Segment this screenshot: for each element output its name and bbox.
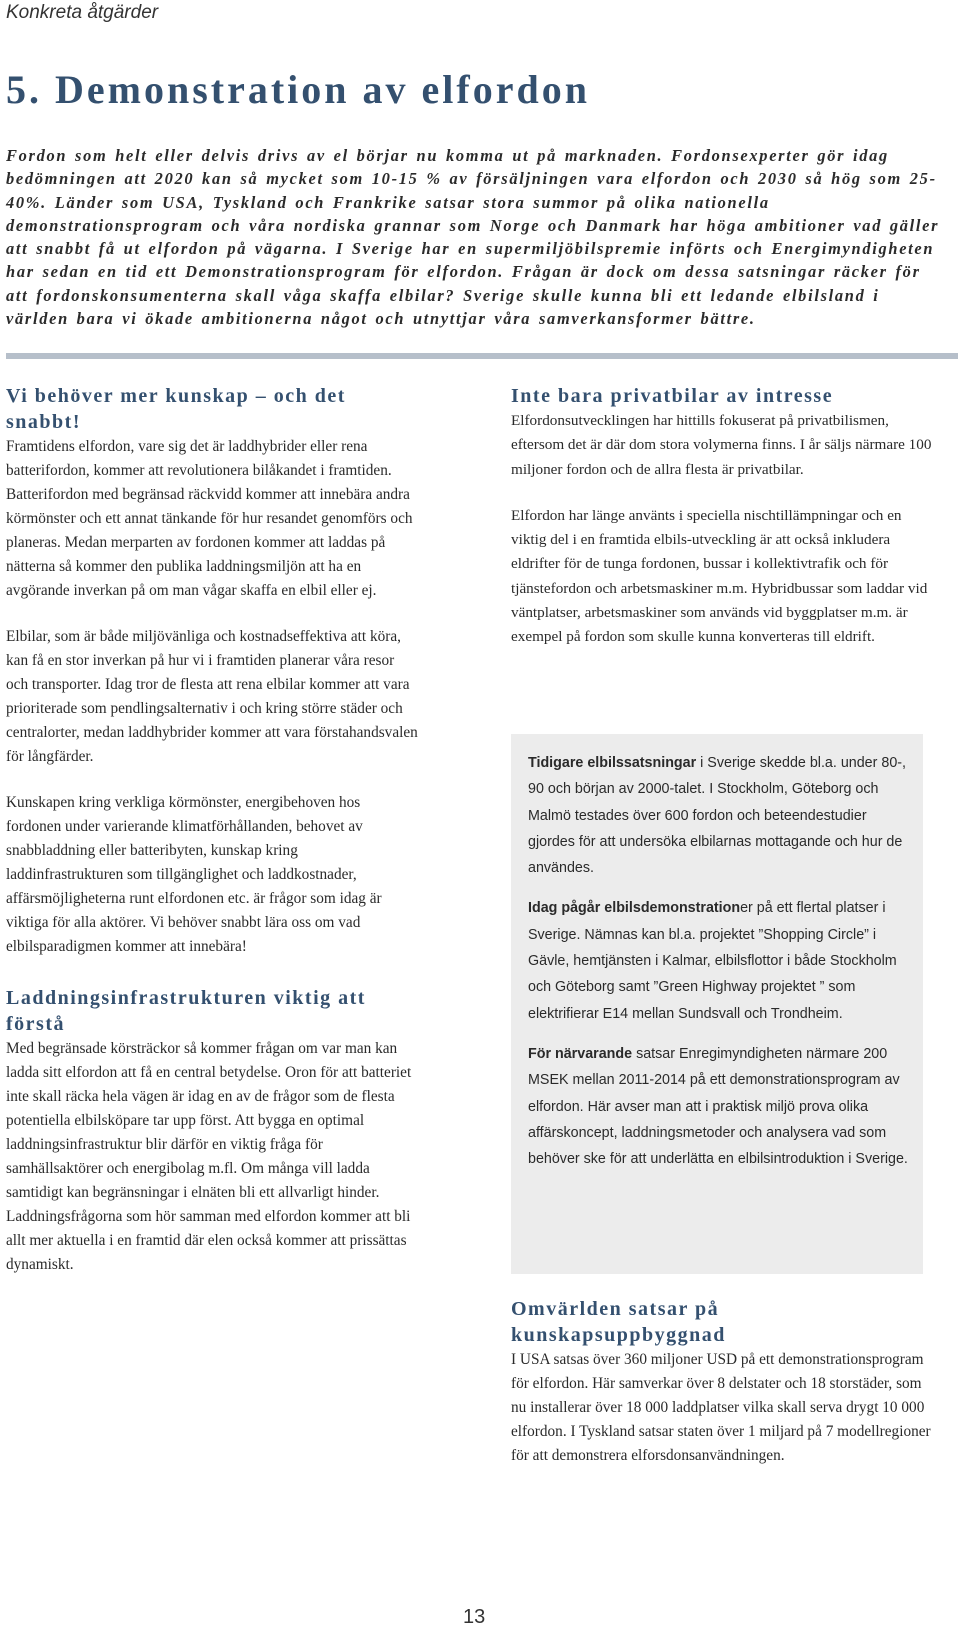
paragraph: Elbilar, som är både miljövänliga och kostnadseffektiva att köra, kan få en stor inverkan på hur vi i framtiden planerar våra resor och transporter. Idag tror de flesta att rena elbilar kommer att vara prioriterade som pendlingsalternativ i och kring större städer och centralorter, medan laddhybrider kommer att vara förstahandsvalen för långfärder. bbox=[6, 628, 418, 765]
box-paragraph bbox=[528, 1041, 909, 1172]
box-paragraph bbox=[528, 895, 909, 1026]
right-column bbox=[511, 383, 935, 650]
page-number: 13 bbox=[463, 1606, 486, 1628]
paragraph: Framtidens elfordon, vare sig det är laddhybrider eller rena batterifordon, kommer att revolutionera bilåkandet i framtiden. Batterifordon med begränsad räckvidd kommer att innebära andra körmönster och ett annat tänkande för hur resandet genomförs och planeras. Medan merparten av fordonen kommer att laddas på nätterna så kommer den publika laddningsmiljön att ha en avgörande inverkan på om man vågar skaffa en elbil eller ej. bbox=[6, 438, 413, 599]
intro-paragraph: Fordon som helt eller delvis drivs av el börjar nu komma ut på marknaden. Fordonsexperter gör idag bedömningen att 2020 kan så mycket som 10-15 % av försäljningen vara elfordon och 2030 så hög som 25-40%. Länder som USA, Tyskland och Frankrike satsar stora summor på olika nationella demonstrationsprogram och våra nordiska grannar som Norge och Danmark har höga ambitioner vad gäller att snabbt få ut elfordon på vägarna. I Sverige har en supermiljöbilspremie införts och Energimyndigheten har sedan en tid ett Demonstrationsprogram för elfordon. Frågan är dock om dessa satsningar räcker för att fordonskonsumenterna skall våga skaffa elbilar? Sverige skulle kunna bli ett ledande elbilsland i världen bara vi ökade ambitionerna något och utnyttjar våra samverkansformer bättre. bbox=[6, 146, 940, 329]
box-text: er på ett flertal platser i Sverige. Nämnas kan bl.a. projektet ”Shopping Circle” i Gävle, hemtjänsten i Kalmar, elbilsflottor i både Stockholm och Göteborg samt ”Green Highway projektet ” som elektrifierar E14 mellan Sundsvall och Trondheim. bbox=[528, 900, 897, 1022]
paragraph: Elfordon har länge använts i speciella nischtillämpningar och en viktig del i en framtida elbils-utveckling är att också inkludera eldrifter för de tunga fordonen, bussar i kollektivtrafik och för tjänstefordon och arbetsmaskiner m.m. Hybridbussar som laddar vid väntplatser, arbetsmaskiner som används vid byggplatser m.m. är exempel på fordon som skulle kunna konverteras till eldrift. bbox=[511, 506, 928, 646]
box-bold-lead: Tidigare elbilssatsningar bbox=[528, 755, 697, 771]
chapter-title: 5. Demonstration av elfordon bbox=[6, 67, 590, 112]
box-text: satsar Enregimyndigheten närmare 200 MSEK mellan 2011-2014 på ett demonstrationsprogram av elfordon. Här avser man att i praktisk miljö prova olika affärskoncept, laddningsmetoder och analysera vad som behöver ske för att underlätta en elbilsintroduktion i Sverige. bbox=[528, 1045, 908, 1168]
box-text: i Sverige skedde bl.a. under 80-, 90 och början av 2000-talet. I Stockholm, Göteborg och Malmö testades över 600 fordon och beteendestudier gjordes för att undersöka elbilarnas mottagande och hur de användes. bbox=[528, 755, 906, 877]
box-bold-lead: Idag pågår elbilsdemonstration bbox=[528, 900, 741, 917]
heading-inte-bara-privatbilar: Inte bara privatbilar av intresse bbox=[511, 385, 834, 407]
paragraph: Kunskapen kring verkliga körmönster, energibehoven hos fordonen under varierande klimatförhållanden, behovet av snabbladdning eller batteribyten, kunskap kring laddinfrastrukturen som tillgänglighet och laddkostnader, affärsmöjligheterna runt elfordonen etc. är frågor som idag är viktiga för alla aktörer. Vi behöver snabbt lära oss om vad elbilsparadigmen kommer att innebära! bbox=[6, 794, 382, 955]
paragraph: I USA satsas över 360 miljoner USD på ett demonstrationsprogram för elfordon. Här samverkar över 8 delstater och 18 storstäder, som nu installerar över 18 000 laddplatser vilka skall serva drygt 10 000 elfordon. I Tyskland satsar staten över 1 miljard på 7 modellregioner för att demonstrera elforsdonsanvändningen. bbox=[511, 1351, 931, 1464]
box-paragraph bbox=[528, 750, 909, 881]
left-column bbox=[6, 383, 418, 1277]
heading-omvarlden-satsar: Omvärlden satsar på kunskapsuppbyggnad bbox=[511, 1298, 726, 1346]
info-box bbox=[511, 734, 923, 1274]
right-column-lower bbox=[511, 1296, 935, 1468]
heading-vi-behover-kunskap: Vi behöver mer kunskap – och det snabbt! bbox=[6, 385, 346, 433]
box-bold-lead: För närvarande bbox=[528, 1045, 633, 1062]
running-head: Konkreta åtgärder bbox=[6, 2, 159, 23]
paragraph: Med begränsade körsträckor så kommer frågan om var man kan ladda sitt elfordon att få en central betydelse. Oron för att batteriet inte skall räcka hela vägen är idag en av de frågor som de flesta potentiella elbilsköpare tar upp först. Att bygga en optimal laddningsinfrastruktur blir därför en viktig fråga för samhällsaktörer och energibolag m.fl. Om många vill ladda samtidigt kan begränsningar i elnäten bli ett allvarligt hinder. Laddningsfrågorna som hör samman med elfordon kommer att bli allt mer aktuella i en framtid där elen också kommer att prissättas dynamiskt. bbox=[6, 1040, 412, 1273]
section-divider bbox=[6, 353, 958, 359]
paragraph: Elfordonsutvecklingen har hittills fokuserat på privatbilismen, eftersom det är där dom stora volymerna finns. I år säljs närmare 100 miljoner fordon och de allra flesta är privatbilar. bbox=[511, 412, 932, 478]
heading-laddningsinfrastruktur: Laddningsinfrastrukturen viktig att förstå bbox=[6, 987, 366, 1035]
